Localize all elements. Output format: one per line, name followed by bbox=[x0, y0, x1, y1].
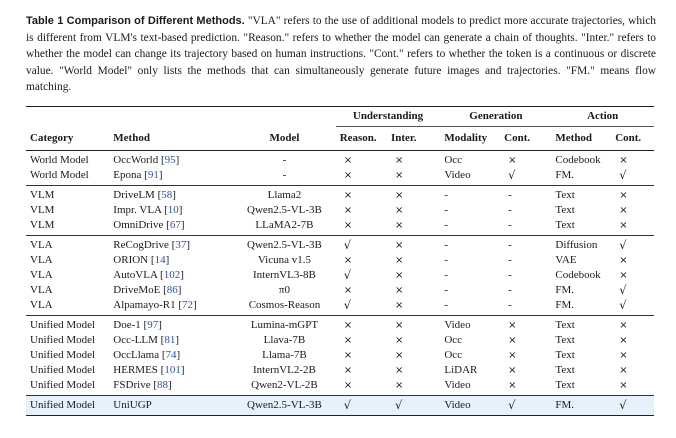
category-cell: VLA bbox=[30, 269, 53, 281]
group-generation: Generation bbox=[440, 107, 551, 127]
method-cell: OccWorld [95] bbox=[113, 154, 180, 166]
modality-cell: Occ bbox=[444, 154, 463, 166]
category-cell: World Model bbox=[30, 154, 89, 166]
table-row bbox=[26, 186, 654, 204]
action-cont-cell: × bbox=[619, 320, 628, 331]
citation-link[interactable]: 102 bbox=[163, 269, 181, 281]
method-cell: AutoVLA [102] bbox=[113, 269, 184, 281]
category-cell: Unified Model bbox=[30, 379, 96, 391]
gen-cont-cell: × bbox=[508, 335, 517, 346]
category-cell: World Model bbox=[30, 169, 89, 181]
inter-cell: × bbox=[394, 255, 404, 266]
category-cell: VLA bbox=[30, 239, 53, 251]
method-cell: OmniDrive [67] bbox=[113, 219, 185, 231]
action-method-cell: FM. bbox=[551, 396, 611, 416]
action-method-cell: FM. bbox=[555, 284, 575, 296]
col-header: Model bbox=[269, 131, 300, 144]
gen-cont-cell: - bbox=[508, 239, 512, 251]
col-header: Inter. bbox=[390, 132, 417, 144]
method-name: ORION bbox=[113, 254, 149, 266]
inter-cell: × bbox=[394, 205, 404, 216]
table-row bbox=[26, 396, 654, 416]
table-section bbox=[26, 186, 654, 236]
table-row bbox=[26, 298, 654, 316]
category-cell: Unified Model bbox=[30, 364, 96, 376]
action-cont-cell: × bbox=[619, 220, 628, 231]
citation-link[interactable]: 97 bbox=[147, 319, 159, 331]
modality-cell: - bbox=[444, 254, 449, 266]
model-cell: InternVL3-8B bbox=[252, 269, 316, 281]
citation-link[interactable]: 72 bbox=[182, 299, 194, 311]
category-cell: Unified Model bbox=[30, 334, 96, 346]
table-row bbox=[26, 151, 654, 169]
action-method-cell: Text bbox=[555, 349, 575, 361]
method-cell: Occ-LLM [81] bbox=[113, 334, 179, 346]
modality-cell: - bbox=[444, 219, 449, 231]
gen-cont-cell: × bbox=[508, 380, 517, 391]
inter-cell: × bbox=[394, 270, 404, 281]
group-understanding: Understanding bbox=[336, 107, 441, 127]
action-cont-cell: √ bbox=[619, 168, 627, 182]
gen-cont-cell: - bbox=[508, 219, 512, 231]
table-section bbox=[26, 316, 654, 396]
reason-cell: × bbox=[343, 380, 353, 391]
inter-cell: × bbox=[394, 300, 404, 311]
inter-cell: × bbox=[394, 365, 404, 376]
model-cell: Qwen2.5-VL-3B bbox=[247, 239, 322, 251]
inter-cell: × bbox=[394, 220, 404, 231]
reason-cell: × bbox=[343, 365, 353, 376]
method-name: Alpamayo-R1 bbox=[113, 299, 176, 311]
citation-link[interactable]: 101 bbox=[164, 364, 181, 376]
modality-cell: Video bbox=[440, 396, 500, 416]
col-header: Modality bbox=[444, 132, 488, 144]
modality-cell: - bbox=[444, 239, 449, 251]
category-cell: VLM bbox=[30, 189, 55, 201]
category-cell: VLA bbox=[30, 299, 53, 311]
inter-cell: × bbox=[394, 285, 404, 296]
method-name: ReCogDrive bbox=[113, 239, 169, 251]
model-cell: Vicuna v1.5 bbox=[257, 254, 311, 266]
table-row bbox=[26, 168, 654, 186]
modality-cell: - bbox=[444, 299, 449, 311]
method-name: Doe-1 bbox=[113, 319, 141, 331]
table-row bbox=[26, 236, 654, 254]
action-cont-cell: × bbox=[619, 205, 628, 216]
action-method-cell: Codebook bbox=[555, 154, 601, 166]
method-name: Occ-LLM bbox=[113, 334, 158, 346]
category-cell: Unified Model bbox=[26, 396, 109, 416]
reason-cell: × bbox=[343, 350, 353, 361]
group-header-row bbox=[26, 107, 654, 127]
citation-link[interactable]: 88 bbox=[157, 379, 168, 391]
method-cell: HERMES [101] bbox=[113, 364, 185, 376]
citation-link[interactable]: 86 bbox=[166, 284, 178, 296]
action-method-cell: Text bbox=[555, 364, 575, 376]
modality-cell: Video bbox=[444, 169, 471, 181]
col-header: Method bbox=[555, 132, 593, 144]
table-row bbox=[26, 316, 654, 334]
category-cell: VLA bbox=[30, 284, 53, 296]
action-method-cell: FM. bbox=[555, 169, 575, 181]
citation-link[interactable]: 91 bbox=[147, 169, 159, 181]
modality-cell: Video bbox=[444, 379, 471, 391]
citation-link[interactable]: 74 bbox=[165, 349, 177, 361]
method-name: DriveLM bbox=[113, 189, 155, 201]
gen-cont-cell: - bbox=[508, 189, 512, 201]
method-cell: FSDrive [88] bbox=[113, 379, 172, 391]
reason-cell: × bbox=[343, 190, 353, 201]
table-section bbox=[26, 151, 654, 186]
inter-cell: × bbox=[394, 240, 404, 251]
caption-text: "VLA" refers to the use of additional models to predict more accurate trajectories, which is different from VLM's text-based prediction. "Reason." refers to whether the model can generate a chain of thoughts. "Inter." refers to whether the model can change its trajectory based on human instructions. "Cont." refers to whether the token is a continuous or discrete value. "World Model" only lists the methods that can simultaneously generate future images and trajectories. "FM." means flow matching. bbox=[26, 15, 656, 94]
category-cell: Unified Model bbox=[30, 349, 96, 361]
method-name: AutoVLA bbox=[113, 269, 158, 281]
model-cell: π0 bbox=[278, 284, 290, 296]
reason-cell: √ bbox=[343, 268, 352, 282]
method-cell: Alpamayo-R1 [72] bbox=[113, 299, 197, 311]
table-row bbox=[26, 363, 654, 378]
modality-cell: LiDAR bbox=[444, 364, 478, 376]
action-method-cell: VAE bbox=[555, 254, 577, 266]
category-cell: VLM bbox=[30, 204, 55, 216]
inter-cell: × bbox=[394, 380, 404, 391]
table-row bbox=[26, 268, 654, 283]
model-cell: Qwen2-VL-2B bbox=[251, 379, 318, 391]
reason-cell: × bbox=[343, 335, 353, 346]
category-cell: Unified Model bbox=[30, 319, 96, 331]
action-cont-cell: × bbox=[619, 380, 628, 391]
citation-link[interactable]: 14 bbox=[154, 254, 166, 266]
gen-cont-cell: × bbox=[508, 350, 517, 361]
action-cont-cell: × bbox=[619, 335, 628, 346]
method-name: OccWorld bbox=[113, 154, 159, 166]
col-header: Method bbox=[113, 131, 150, 144]
action-cont-cell: × bbox=[619, 350, 628, 361]
gen-cont-cell: × bbox=[508, 155, 517, 166]
reason-cell: × bbox=[343, 155, 353, 166]
action-cont-cell: √ bbox=[619, 238, 627, 252]
method-cell: Doe-1 [97] bbox=[113, 319, 162, 331]
col-header: Category bbox=[30, 131, 74, 144]
table-row bbox=[26, 218, 654, 236]
method-cell: ORION [14] bbox=[113, 254, 170, 266]
method-name: Impr. VLA bbox=[113, 204, 162, 216]
table-row bbox=[26, 348, 654, 363]
model-cell: Qwen2.5-VL-3B bbox=[247, 204, 322, 216]
model-cell: Qwen2.5-VL-3B bbox=[233, 396, 336, 416]
modality-cell: - bbox=[444, 269, 449, 281]
modality-cell: - bbox=[444, 204, 449, 216]
model-cell: Llava-7B bbox=[263, 334, 306, 346]
model-cell: LLaMA2-7B bbox=[255, 219, 314, 231]
reason-cell: × bbox=[343, 255, 353, 266]
action-cont-cell: × bbox=[619, 190, 628, 201]
reason-cell: × bbox=[343, 170, 353, 181]
inter-cell: × bbox=[394, 170, 404, 181]
group-action: Action bbox=[551, 107, 654, 127]
reason-cell: × bbox=[343, 205, 353, 216]
method-cell: Impr. VLA [10] bbox=[113, 204, 183, 216]
method-name: OccLlama bbox=[113, 349, 160, 361]
inter-cell: √ bbox=[387, 396, 440, 416]
citation-link[interactable]: 58 bbox=[161, 189, 173, 201]
gen-cont-cell: - bbox=[508, 254, 512, 266]
method-cell: DriveMoE [86] bbox=[113, 284, 182, 296]
action-cont-cell: √ bbox=[619, 298, 627, 312]
model-cell: - bbox=[282, 169, 287, 181]
action-method-cell: Codebook bbox=[555, 269, 601, 281]
model-cell: Cosmos-Reason bbox=[248, 299, 321, 311]
method-name: HERMES bbox=[113, 364, 158, 376]
table-section bbox=[26, 236, 654, 316]
action-method-cell: Text bbox=[555, 319, 575, 331]
inter-cell: × bbox=[394, 320, 404, 331]
gen-cont-cell: - bbox=[508, 284, 512, 296]
reason-cell: √ bbox=[336, 396, 387, 416]
table-row bbox=[26, 333, 654, 348]
table-section bbox=[26, 396, 654, 416]
gen-cont-cell: - bbox=[508, 204, 512, 216]
table-row bbox=[26, 253, 654, 268]
gen-cont-cell: - bbox=[508, 299, 512, 311]
method-cell: OccLlama [74] bbox=[113, 349, 181, 361]
gen-cont-cell: √ bbox=[508, 168, 516, 182]
citation-link[interactable]: 67 bbox=[169, 219, 181, 231]
method-name: Epona bbox=[113, 169, 142, 181]
model-cell: - bbox=[282, 154, 287, 166]
table-row bbox=[26, 283, 654, 298]
model-cell: InternVL2-2B bbox=[252, 364, 316, 376]
col-header: Cont. bbox=[504, 132, 531, 144]
inter-cell: × bbox=[394, 155, 404, 166]
reason-cell: √ bbox=[343, 298, 352, 312]
action-method-cell: Text bbox=[555, 204, 575, 216]
model-cell: Lumina-mGPT bbox=[250, 319, 319, 331]
model-cell: Llama-7B bbox=[262, 349, 307, 361]
action-cont-cell: × bbox=[619, 255, 628, 266]
action-cont-cell: × bbox=[619, 365, 628, 376]
category-cell: VLM bbox=[30, 219, 55, 231]
action-method-cell: Diffusion bbox=[555, 239, 598, 251]
citation-link[interactable]: 95 bbox=[164, 154, 176, 166]
action-method-cell: Text bbox=[555, 219, 575, 231]
reason-cell: × bbox=[343, 285, 353, 296]
modality-cell: Video bbox=[444, 319, 471, 331]
reason-cell: × bbox=[343, 220, 353, 231]
citation-link[interactable]: 37 bbox=[175, 239, 187, 251]
comparison-table bbox=[26, 106, 654, 416]
method-cell bbox=[109, 396, 233, 416]
action-method-cell: Text bbox=[555, 334, 575, 346]
gen-cont-cell: - bbox=[508, 269, 512, 281]
modality-cell: Occ bbox=[444, 334, 463, 346]
action-cont-cell: √ bbox=[619, 283, 627, 297]
method-cell: Epona [91] bbox=[113, 169, 163, 181]
action-cont-cell: × bbox=[619, 270, 628, 281]
table-row bbox=[26, 203, 654, 218]
method-name: OmniDrive bbox=[113, 219, 164, 231]
table-caption bbox=[26, 13, 656, 96]
modality-cell: Occ bbox=[444, 349, 463, 361]
model-cell: Llama2 bbox=[267, 189, 302, 201]
reason-cell: √ bbox=[343, 238, 352, 252]
gen-cont-cell: × bbox=[508, 320, 517, 331]
method-name: DriveMoE bbox=[113, 284, 161, 296]
citation-link[interactable]: 10 bbox=[167, 204, 179, 216]
column-header-row bbox=[26, 127, 654, 151]
action-cont-cell: √ bbox=[611, 396, 654, 416]
col-header: Reason. bbox=[339, 132, 377, 144]
inter-cell: × bbox=[394, 350, 404, 361]
inter-cell: × bbox=[394, 335, 404, 346]
citation-link[interactable]: 81 bbox=[164, 334, 176, 346]
action-method-cell: Text bbox=[555, 189, 575, 201]
modality-cell: - bbox=[444, 284, 449, 296]
method-name: FSDrive bbox=[113, 379, 151, 391]
col-header: Cont. bbox=[615, 132, 642, 144]
category-cell: VLA bbox=[30, 254, 53, 266]
method-name: UniUGP bbox=[113, 399, 152, 411]
action-method-cell: FM. bbox=[555, 299, 575, 311]
modality-cell: - bbox=[444, 189, 449, 201]
gen-cont-cell: √ bbox=[500, 396, 551, 416]
inter-cell: × bbox=[394, 190, 404, 201]
action-cont-cell: × bbox=[619, 155, 628, 166]
method-cell: DriveLM [58] bbox=[113, 189, 176, 201]
gen-cont-cell: × bbox=[508, 365, 517, 376]
caption-label: Table 1 Comparison of Different Methods. bbox=[26, 15, 245, 27]
reason-cell: × bbox=[343, 320, 353, 331]
method-cell: ReCogDrive [37] bbox=[113, 239, 190, 251]
action-method-cell: Text bbox=[555, 379, 575, 391]
table-row bbox=[26, 378, 654, 396]
